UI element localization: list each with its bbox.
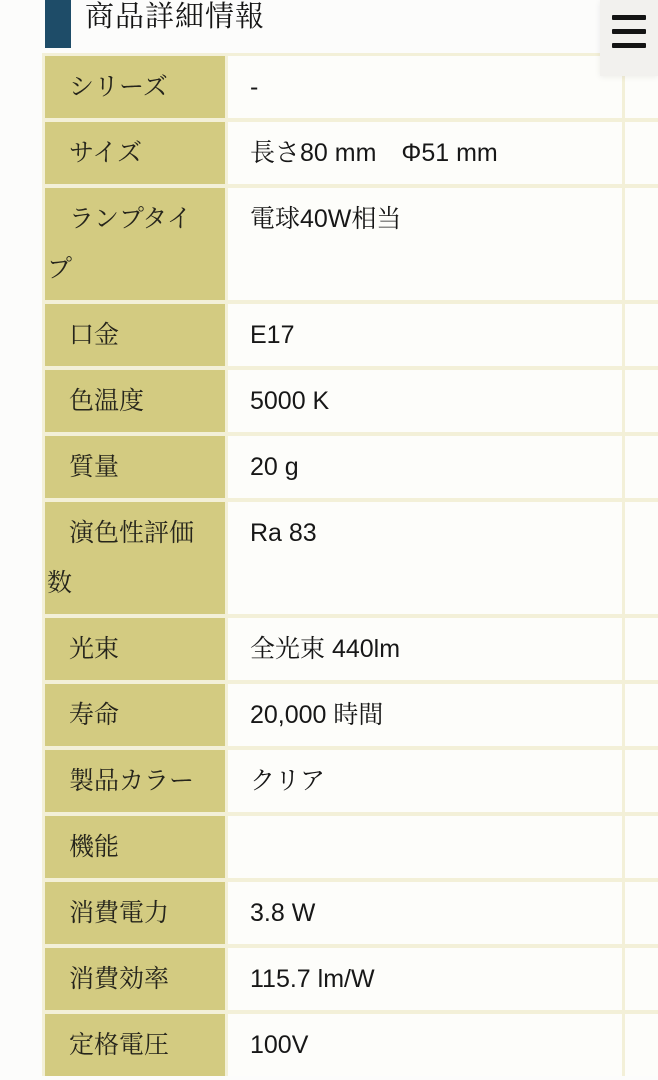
spec-label-weight: 質量 xyxy=(45,436,225,498)
table-overflow-cell xyxy=(625,436,658,498)
spec-value-luminous-flux: 全光束 440lm xyxy=(228,618,622,680)
spec-value-rated-voltage: 100V xyxy=(228,1014,622,1076)
table-overflow-cell xyxy=(625,750,658,812)
spec-value-size: 長さ80 mm Φ51 mm xyxy=(228,122,622,184)
menu-button[interactable] xyxy=(600,0,658,76)
spec-label-function: 機能 xyxy=(45,816,225,878)
page-title: 商品詳細情報 xyxy=(85,1,266,33)
spec-label-lamp-type: ランプタイプ xyxy=(45,188,225,300)
spec-table xyxy=(42,53,658,1076)
table-overflow-cell xyxy=(625,1014,658,1076)
hamburger-bar xyxy=(612,43,646,48)
spec-value-lifespan: 20,000 時間 xyxy=(228,684,622,746)
spec-value-cri: Ra 83 xyxy=(228,502,622,614)
table-overflow-cell xyxy=(625,502,658,614)
spec-label-cri: 演色性評価数 xyxy=(45,502,225,614)
table-overflow-cell xyxy=(625,122,658,184)
spec-label-efficiency: 消費効率 xyxy=(45,948,225,1010)
table-overflow-cell xyxy=(625,304,658,366)
spec-value-color-temp: 5000 K xyxy=(228,370,622,432)
spec-label-power-consumption: 消費電力 xyxy=(45,882,225,944)
spec-label-series: シリーズ xyxy=(45,56,225,118)
spec-label-color-temp: 色温度 xyxy=(45,370,225,432)
spec-label-luminous-flux: 光束 xyxy=(45,618,225,680)
spec-label-lifespan: 寿命 xyxy=(45,684,225,746)
title-accent-bar xyxy=(45,0,71,48)
spec-label-product-color: 製品カラー xyxy=(45,750,225,812)
table-overflow-cell xyxy=(625,882,658,944)
spec-value-base: E17 xyxy=(228,304,622,366)
table-overflow-cell xyxy=(625,618,658,680)
table-overflow-cell xyxy=(625,684,658,746)
spec-value-efficiency: 115.7 lm/W xyxy=(228,948,622,1010)
spec-value-product-color: クリア xyxy=(228,750,622,812)
spec-value-lamp-type: 電球40W相当 xyxy=(228,188,622,300)
hamburger-bar xyxy=(612,15,646,20)
table-overflow-cell xyxy=(625,948,658,1010)
table-overflow-cell xyxy=(625,816,658,878)
table-overflow-cell xyxy=(625,188,658,300)
spec-value-function xyxy=(228,816,622,878)
spec-label-base: 口金 xyxy=(45,304,225,366)
section-header xyxy=(0,0,658,50)
spec-label-size: サイズ xyxy=(45,122,225,184)
table-overflow-cell xyxy=(625,370,658,432)
spec-label-rated-voltage: 定格電圧 xyxy=(45,1014,225,1076)
spec-value-power-consumption: 3.8 W xyxy=(228,882,622,944)
spec-value-series: - xyxy=(228,56,622,118)
hamburger-bar xyxy=(612,29,646,34)
spec-value-weight: 20 g xyxy=(228,436,622,498)
